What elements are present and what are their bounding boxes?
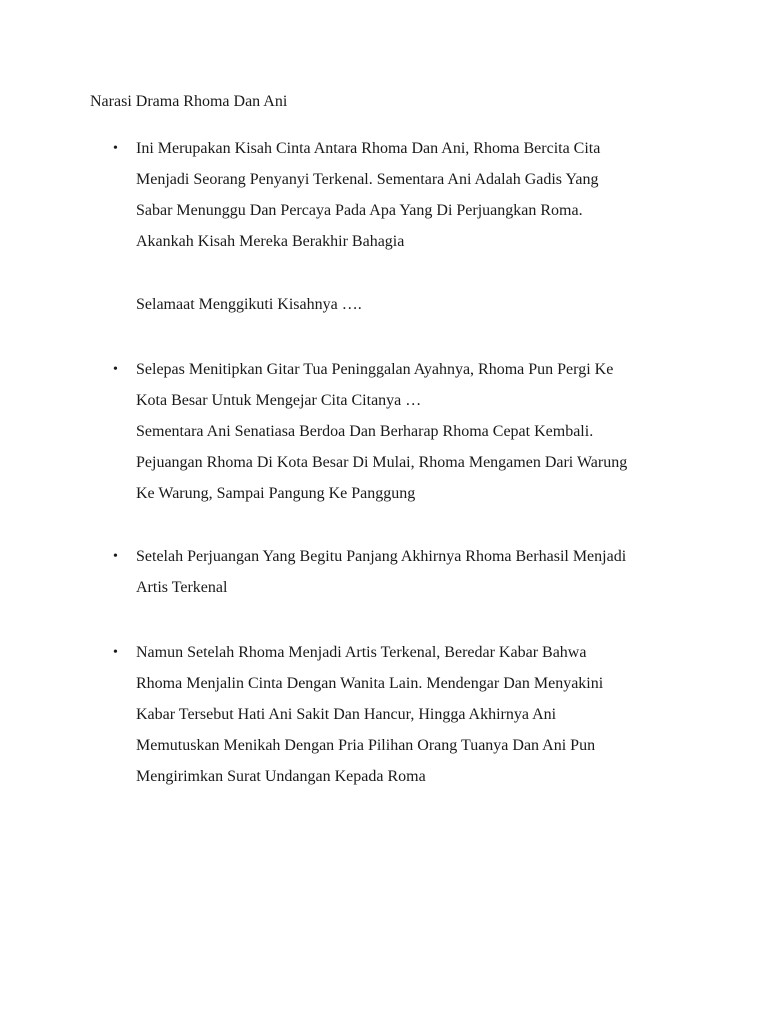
paragraph-line: Pejuangan Rhoma Di Kota Besar Di Mulai, Rhoma Mengamen Dari Warung	[136, 454, 628, 471]
bullet-dot: •	[113, 549, 118, 564]
paragraph-line: Mengirimkan Surat Undangan Kepada Roma	[136, 768, 426, 785]
paragraph-line: Ke Warung, Sampai Pangung Ke Panggung	[136, 485, 416, 502]
paragraph-line: Sabar Menunggu Dan Percaya Pada Apa Yang Di Perjuangkan Roma.	[136, 202, 583, 219]
paragraph-line: Ini Merupakan Kisah Cinta Antara Rhoma Dan Ani, Rhoma Bercita Cita	[136, 140, 601, 157]
document-title: Narasi Drama Rhoma Dan Ani	[90, 93, 288, 110]
paragraph-line: Artis Terkenal	[136, 579, 228, 596]
paragraph-line: Setelah Perjuangan Yang Begitu Panjang Akhirnya Rhoma Berhasil Menjadi	[136, 548, 627, 565]
paragraph-line: Memutuskan Menikah Dengan Pria Pilihan Orang Tuanya Dan Ani Pun	[136, 737, 596, 754]
paragraph-line: Namun Setelah Rhoma Menjadi Artis Terkenal, Beredar Kabar Bahwa	[136, 644, 587, 661]
paragraph-line: Kabar Tersebut Hati Ani Sakit Dan Hancur, Hingga Akhirnya Ani	[136, 706, 557, 723]
paragraph-line: Selepas Menitipkan Gitar Tua Peninggalan Ayahnya, Rhoma Pun Pergi Ke	[136, 361, 614, 378]
closing-line: Selamaat Menggikuti Kisahnya ….	[136, 296, 362, 313]
paragraph-line: Rhoma Menjalin Cinta Dengan Wanita Lain. Mendengar Dan Menyakini	[136, 675, 604, 692]
paragraph-line: Menjadi Seorang Penyanyi Terkenal. Sementara Ani Adalah Gadis Yang	[136, 171, 599, 188]
bullet-dot: •	[113, 362, 118, 377]
bullet-dot: •	[113, 141, 118, 156]
bullet-dot: •	[113, 645, 118, 660]
paragraph-line: Akankah Kisah Mereka Berakhir Bahagia	[136, 233, 405, 250]
paragraph-line: Sementara Ani Senatiasa Berdoa Dan Berharap Rhoma Cepat Kembali.	[136, 423, 594, 440]
paragraph-line: Kota Besar Untuk Mengejar Cita Citanya …	[136, 392, 422, 409]
